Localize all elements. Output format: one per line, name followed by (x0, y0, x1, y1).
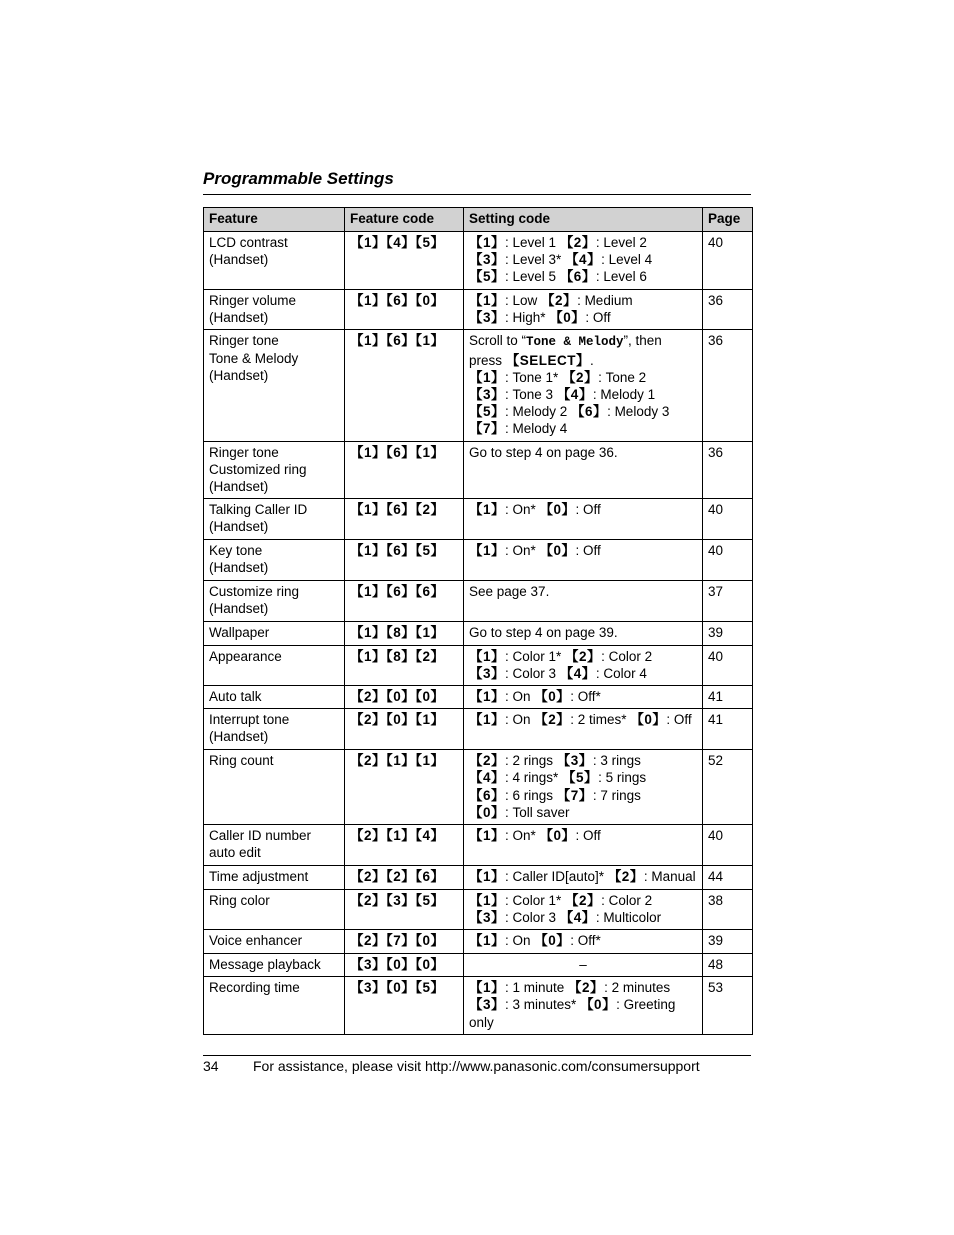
feature-line: (Handset) (209, 310, 269, 326)
feature-line: (Handset) (209, 560, 269, 576)
setting-text: press (469, 352, 506, 368)
feature-code-cell: 【3】【0】【0】 (345, 954, 464, 977)
setting-text: : 3 minutes* (505, 997, 581, 1013)
feature-line: Ring color (209, 892, 270, 908)
setting-line (469, 787, 697, 804)
feature-code-cell: 【2】【0】【1】 (345, 709, 464, 750)
key-label: 【1】 (469, 980, 506, 996)
table-row (204, 977, 753, 1035)
key-label: 【7】 (469, 421, 506, 437)
setting-text: : Color 3 (505, 665, 560, 681)
feature-line: Message playback (209, 957, 321, 973)
feature-cell (204, 290, 345, 330)
key-label: 【2】 (607, 868, 644, 884)
setting-text: : Low (505, 293, 542, 308)
feature-code-cell: 【2】【1】【1】 (345, 750, 464, 825)
setting-text: : 2 times* (570, 712, 631, 728)
feature-cell (204, 930, 345, 954)
setting-text: : Off (575, 543, 601, 559)
key-label: 【1】 (469, 543, 506, 559)
setting-text: Go to step 4 on page 39. (469, 624, 618, 640)
feature-cell (204, 889, 345, 929)
feature-line: (Handset) (209, 729, 269, 745)
setting-line (469, 892, 697, 909)
key-label: 【3】 (469, 387, 506, 403)
feature-line: (Handset) (209, 519, 269, 535)
setting-text: : Off* (570, 933, 601, 949)
feature-code-cell: 【1】【6】【1】 (345, 330, 464, 441)
setting-text: : On* (505, 543, 540, 559)
setting-line (469, 369, 697, 386)
key-label: 【1】 (469, 828, 506, 844)
setting-text: : Melody 3 (607, 404, 670, 420)
feature-line: (Handset) (209, 252, 269, 268)
table-header-row (204, 208, 753, 232)
feature-code-cell: 【1】【6】【1】 (345, 441, 464, 499)
setting-text: : Color 1* (505, 648, 566, 664)
display-text: Tone & Melody (526, 335, 624, 350)
table-row (204, 709, 753, 750)
setting-text: : 7 rings (592, 787, 641, 803)
footer-divider (203, 1055, 751, 1056)
setting-line (469, 444, 697, 461)
key-label: 【4】 (556, 387, 593, 403)
page-cell: 38 (703, 889, 753, 929)
setting-text: : 6 rings (505, 787, 557, 803)
key-label: 【5】 (562, 770, 599, 786)
setting-text: : 3 rings (592, 753, 641, 769)
table-row (204, 930, 753, 954)
key-label: 【0】 (539, 828, 576, 844)
feature-line: Customize ring (209, 584, 300, 600)
key-label: 【3】 (469, 997, 506, 1013)
feature-code-cell: 【2】【2】【6】 (345, 865, 464, 889)
page-cell: 40 (703, 499, 753, 540)
setting-line (469, 234, 697, 251)
feature-cell (204, 825, 345, 865)
setting-line (469, 403, 697, 420)
setting-text: . (590, 352, 594, 368)
feature-line: Appearance (209, 648, 282, 664)
feature-line: (Handset) (209, 601, 269, 617)
setting-line (469, 752, 697, 769)
page-cell: 39 (703, 621, 753, 645)
key-label: 【2】 (565, 648, 602, 664)
setting-code-cell (464, 709, 703, 750)
setting-text: : Manual (643, 868, 696, 884)
feature-cell (204, 499, 345, 540)
table-row (204, 441, 753, 499)
feature-line: Auto talk (209, 689, 262, 705)
setting-line (469, 769, 697, 786)
feature-line: (Handset) (209, 367, 269, 383)
table-body (204, 232, 753, 1035)
feature-code-cell: 【2】【1】【4】 (345, 825, 464, 865)
key-label: 【3】 (469, 310, 506, 326)
key-label: 【7】 (556, 787, 593, 803)
key-label: 【6】 (571, 404, 608, 420)
setting-line (469, 996, 697, 1030)
table-row (204, 645, 753, 685)
setting-text: : On (505, 712, 535, 728)
key-label: 【2】 (469, 753, 506, 769)
setting-text: : Level 1 (505, 235, 560, 250)
key-label: 【4】 (469, 770, 506, 786)
header-page: Page (703, 208, 753, 232)
setting-line (469, 932, 697, 949)
feature-line: Interrupt tone (209, 712, 290, 728)
setting-code-cell (464, 621, 703, 645)
feature-code-cell: 【2】【3】【5】 (345, 889, 464, 929)
setting-text: : Off* (570, 689, 601, 705)
table-row (204, 954, 753, 977)
setting-line (469, 956, 697, 973)
setting-text: : On (505, 933, 535, 949)
setting-text: : Off (666, 712, 692, 728)
key-label: 【5】 (469, 404, 506, 420)
title-divider (203, 194, 751, 195)
feature-line: Customized ring (209, 461, 307, 477)
setting-text: : Level 5 (505, 269, 560, 285)
setting-text: : Tone 3 (505, 387, 557, 403)
page-cell: 40 (703, 645, 753, 685)
feature-line: Ringer tone (209, 333, 279, 349)
setting-line (469, 979, 697, 996)
setting-line (469, 292, 697, 309)
key-label: 【2】 (541, 293, 578, 308)
feature-line: Wallpaper (209, 624, 270, 640)
setting-line (469, 268, 697, 285)
setting-code-cell (464, 645, 703, 685)
setting-code-cell (464, 290, 703, 330)
feature-line: LCD contrast (209, 235, 288, 250)
key-label: 【3】 (469, 665, 506, 681)
setting-text: : Tone 1* (505, 369, 563, 385)
setting-text: : Tone 2 (598, 369, 647, 385)
page-cell: 39 (703, 930, 753, 954)
settings-table (203, 207, 753, 1035)
setting-text: : Level 4 (601, 252, 653, 268)
feature-cell (204, 750, 345, 825)
key-label: 【3】 (556, 753, 593, 769)
feature-line: Recording time (209, 980, 300, 996)
setting-line (469, 665, 697, 682)
feature-line: Key tone (209, 543, 263, 559)
feature-cell (204, 865, 345, 889)
feature-line: Talking Caller ID (209, 502, 308, 518)
feature-code-cell: 【1】【6】【0】 (345, 290, 464, 330)
setting-text: : Level 3* (505, 252, 566, 268)
setting-text: : Off (575, 502, 601, 518)
setting-text: : High* (505, 310, 550, 326)
setting-line (469, 688, 697, 705)
table-row (204, 889, 753, 929)
key-label: 【2】 (559, 235, 596, 250)
table-row (204, 825, 753, 865)
setting-line (469, 583, 697, 600)
key-label: 【4】 (565, 252, 602, 268)
feature-line: Time adjustment (209, 868, 309, 884)
setting-code-cell (464, 441, 703, 499)
setting-text: : Color 2 (601, 648, 653, 664)
key-label: 【6】 (469, 787, 506, 803)
setting-line (469, 868, 697, 885)
feature-cell (204, 441, 345, 499)
setting-line (469, 804, 697, 821)
feature-code-cell: 【3】【0】【5】 (345, 977, 464, 1035)
key-label: 【2】 (568, 980, 605, 996)
setting-text: : On* (505, 828, 540, 844)
setting-text: : Greeting only (469, 997, 676, 1030)
setting-text: Scroll to “ (469, 333, 527, 349)
setting-code-cell (464, 581, 703, 621)
key-label: 【0】 (630, 712, 667, 728)
key-label: 【0】 (534, 689, 571, 705)
table-row (204, 621, 753, 645)
setting-line (469, 909, 697, 926)
key-label: 【0】 (534, 933, 571, 949)
feature-code-cell: 【1】【8】【1】 (345, 621, 464, 645)
setting-code-cell (464, 686, 703, 709)
key-label: 【4】 (559, 909, 596, 925)
feature-cell (204, 954, 345, 977)
page-cell: 36 (703, 441, 753, 499)
key-label: 【1】 (469, 293, 506, 308)
feature-cell (204, 540, 345, 581)
setting-line (469, 542, 697, 559)
feature-cell (204, 232, 345, 290)
setting-code-cell (464, 540, 703, 581)
setting-text: : Melody 4 (505, 421, 568, 437)
key-label: 【4】 (559, 665, 596, 681)
setting-code-cell (464, 499, 703, 540)
table-row (204, 750, 753, 825)
key-label: 【1】 (469, 712, 506, 728)
setting-text: : Medium (577, 293, 633, 308)
setting-text: : Color 3 (505, 909, 560, 925)
setting-text: : Melody 2 (505, 404, 572, 420)
setting-line (469, 648, 697, 665)
setting-text: : Toll saver (505, 804, 570, 820)
setting-text: : Multicolor (595, 909, 662, 925)
table-row (204, 581, 753, 621)
setting-text: : 4 rings* (505, 770, 563, 786)
feature-code-cell: 【2】【7】【0】 (345, 930, 464, 954)
key-label: 【2】 (565, 892, 602, 908)
feature-code-cell: 【1】【4】【5】 (345, 232, 464, 290)
table-row (204, 499, 753, 540)
header-feature: Feature (204, 208, 345, 232)
feature-cell (204, 581, 345, 621)
setting-text: See page 37. (469, 584, 550, 600)
key-label: 【6】 (559, 269, 596, 285)
feature-line: Tone & Melody (209, 350, 299, 366)
setting-text: : 5 rings (598, 770, 647, 786)
key-label: 【1】 (469, 369, 506, 385)
page-cell: 36 (703, 290, 753, 330)
key-label: 【0】 (539, 502, 576, 518)
page-cell: 48 (703, 954, 753, 977)
setting-line (469, 420, 697, 437)
setting-text: : On (505, 689, 535, 705)
feature-cell (204, 977, 345, 1035)
key-label: 【3】 (469, 252, 506, 268)
feature-code-cell: 【1】【6】【2】 (345, 499, 464, 540)
feature-line: Ring count (209, 753, 274, 769)
setting-code-cell (464, 889, 703, 929)
setting-code-cell (464, 750, 703, 825)
key-label: 【1】 (469, 868, 506, 884)
setting-text: : Color 2 (601, 892, 653, 908)
feature-line: Ringer volume (209, 293, 297, 308)
setting-text: : Color 1* (505, 892, 566, 908)
table-row (204, 330, 753, 441)
page-cell: 40 (703, 232, 753, 290)
key-label: 【5】 (469, 269, 506, 285)
page-cell: 53 (703, 977, 753, 1035)
setting-line (469, 309, 697, 326)
setting-code-cell (464, 825, 703, 865)
page-cell: 41 (703, 686, 753, 709)
setting-line (469, 501, 697, 518)
feature-cell (204, 330, 345, 441)
feature-cell (204, 686, 345, 709)
page-cell: 44 (703, 865, 753, 889)
page-cell: 52 (703, 750, 753, 825)
setting-text: : Melody 1 (592, 387, 656, 403)
header-setting-code: Setting code (464, 208, 703, 232)
feature-cell (204, 621, 345, 645)
setting-text: ”, then (623, 333, 662, 349)
feature-code-cell: 【1】【6】【6】 (345, 581, 464, 621)
feature-line: Voice enhancer (209, 933, 303, 949)
setting-line (469, 827, 697, 844)
setting-line (469, 386, 697, 403)
setting-text: Go to step 4 on page 36. (469, 444, 618, 460)
page-number: 34 (203, 1058, 219, 1074)
setting-line (469, 332, 697, 351)
setting-code-cell (464, 977, 703, 1035)
setting-line (469, 624, 697, 641)
setting-text: : Off (575, 828, 601, 844)
key-label: 【1】 (469, 502, 506, 518)
setting-line (469, 251, 697, 268)
key-label: 【0】 (469, 804, 506, 820)
feature-code-cell: 【2】【0】【0】 (345, 686, 464, 709)
feature-code-cell: 【1】【6】【5】 (345, 540, 464, 581)
setting-line (469, 711, 697, 728)
key-label: 【0】 (580, 997, 617, 1013)
setting-line (469, 352, 697, 369)
header-feature-code: Feature code (345, 208, 464, 232)
key-label: 【0】 (549, 310, 586, 326)
setting-text: : Off (585, 310, 611, 326)
setting-text: – (579, 957, 587, 973)
setting-text: : Level 2 (595, 235, 647, 250)
feature-code-cell: 【1】【8】【2】 (345, 645, 464, 685)
feature-cell (204, 645, 345, 685)
table-row (204, 865, 753, 889)
page-cell: 37 (703, 581, 753, 621)
key-label: 【1】 (469, 648, 506, 664)
table-row (204, 540, 753, 581)
page-cell: 41 (703, 709, 753, 750)
setting-text: : 2 rings (505, 753, 557, 769)
page-cell: 40 (703, 540, 753, 581)
key-label: 【2】 (562, 369, 599, 385)
feature-line: (Handset) (209, 479, 269, 495)
key-label: 【1】 (469, 933, 506, 949)
feature-line: auto edit (209, 845, 261, 861)
key-label: 【1】 (469, 235, 506, 250)
table-row (204, 686, 753, 709)
setting-text: : 1 minute (505, 980, 569, 996)
key-label: 【1】 (469, 892, 506, 908)
setting-code-cell (464, 954, 703, 977)
key-label: 【1】 (469, 689, 506, 705)
page-cell: 36 (703, 330, 753, 441)
setting-code-cell (464, 930, 703, 954)
setting-text: : Color 4 (595, 665, 647, 681)
key-label: 【2】 (534, 712, 571, 728)
setting-text: : Caller ID[auto]* (505, 868, 608, 884)
footer-assistance-text: For assistance, please visit http://www.panasonic.com/consumersupport (253, 1058, 700, 1074)
setting-code-cell (464, 330, 703, 441)
setting-text: : Level 6 (595, 269, 647, 285)
setting-text: : On* (505, 502, 540, 518)
page-title: Programmable Settings (203, 169, 394, 188)
setting-code-cell (464, 865, 703, 889)
feature-line: Caller ID number (209, 828, 312, 844)
table-row (204, 290, 753, 330)
feature-line: Ringer tone (209, 444, 279, 460)
setting-text: : 2 minutes (604, 980, 671, 996)
setting-code-cell (464, 232, 703, 290)
key-label: 【3】 (469, 909, 506, 925)
feature-cell (204, 709, 345, 750)
table-row (204, 232, 753, 290)
page-cell: 40 (703, 825, 753, 865)
key-label: 【SELECT】 (505, 352, 591, 368)
key-label: 【0】 (539, 543, 576, 559)
